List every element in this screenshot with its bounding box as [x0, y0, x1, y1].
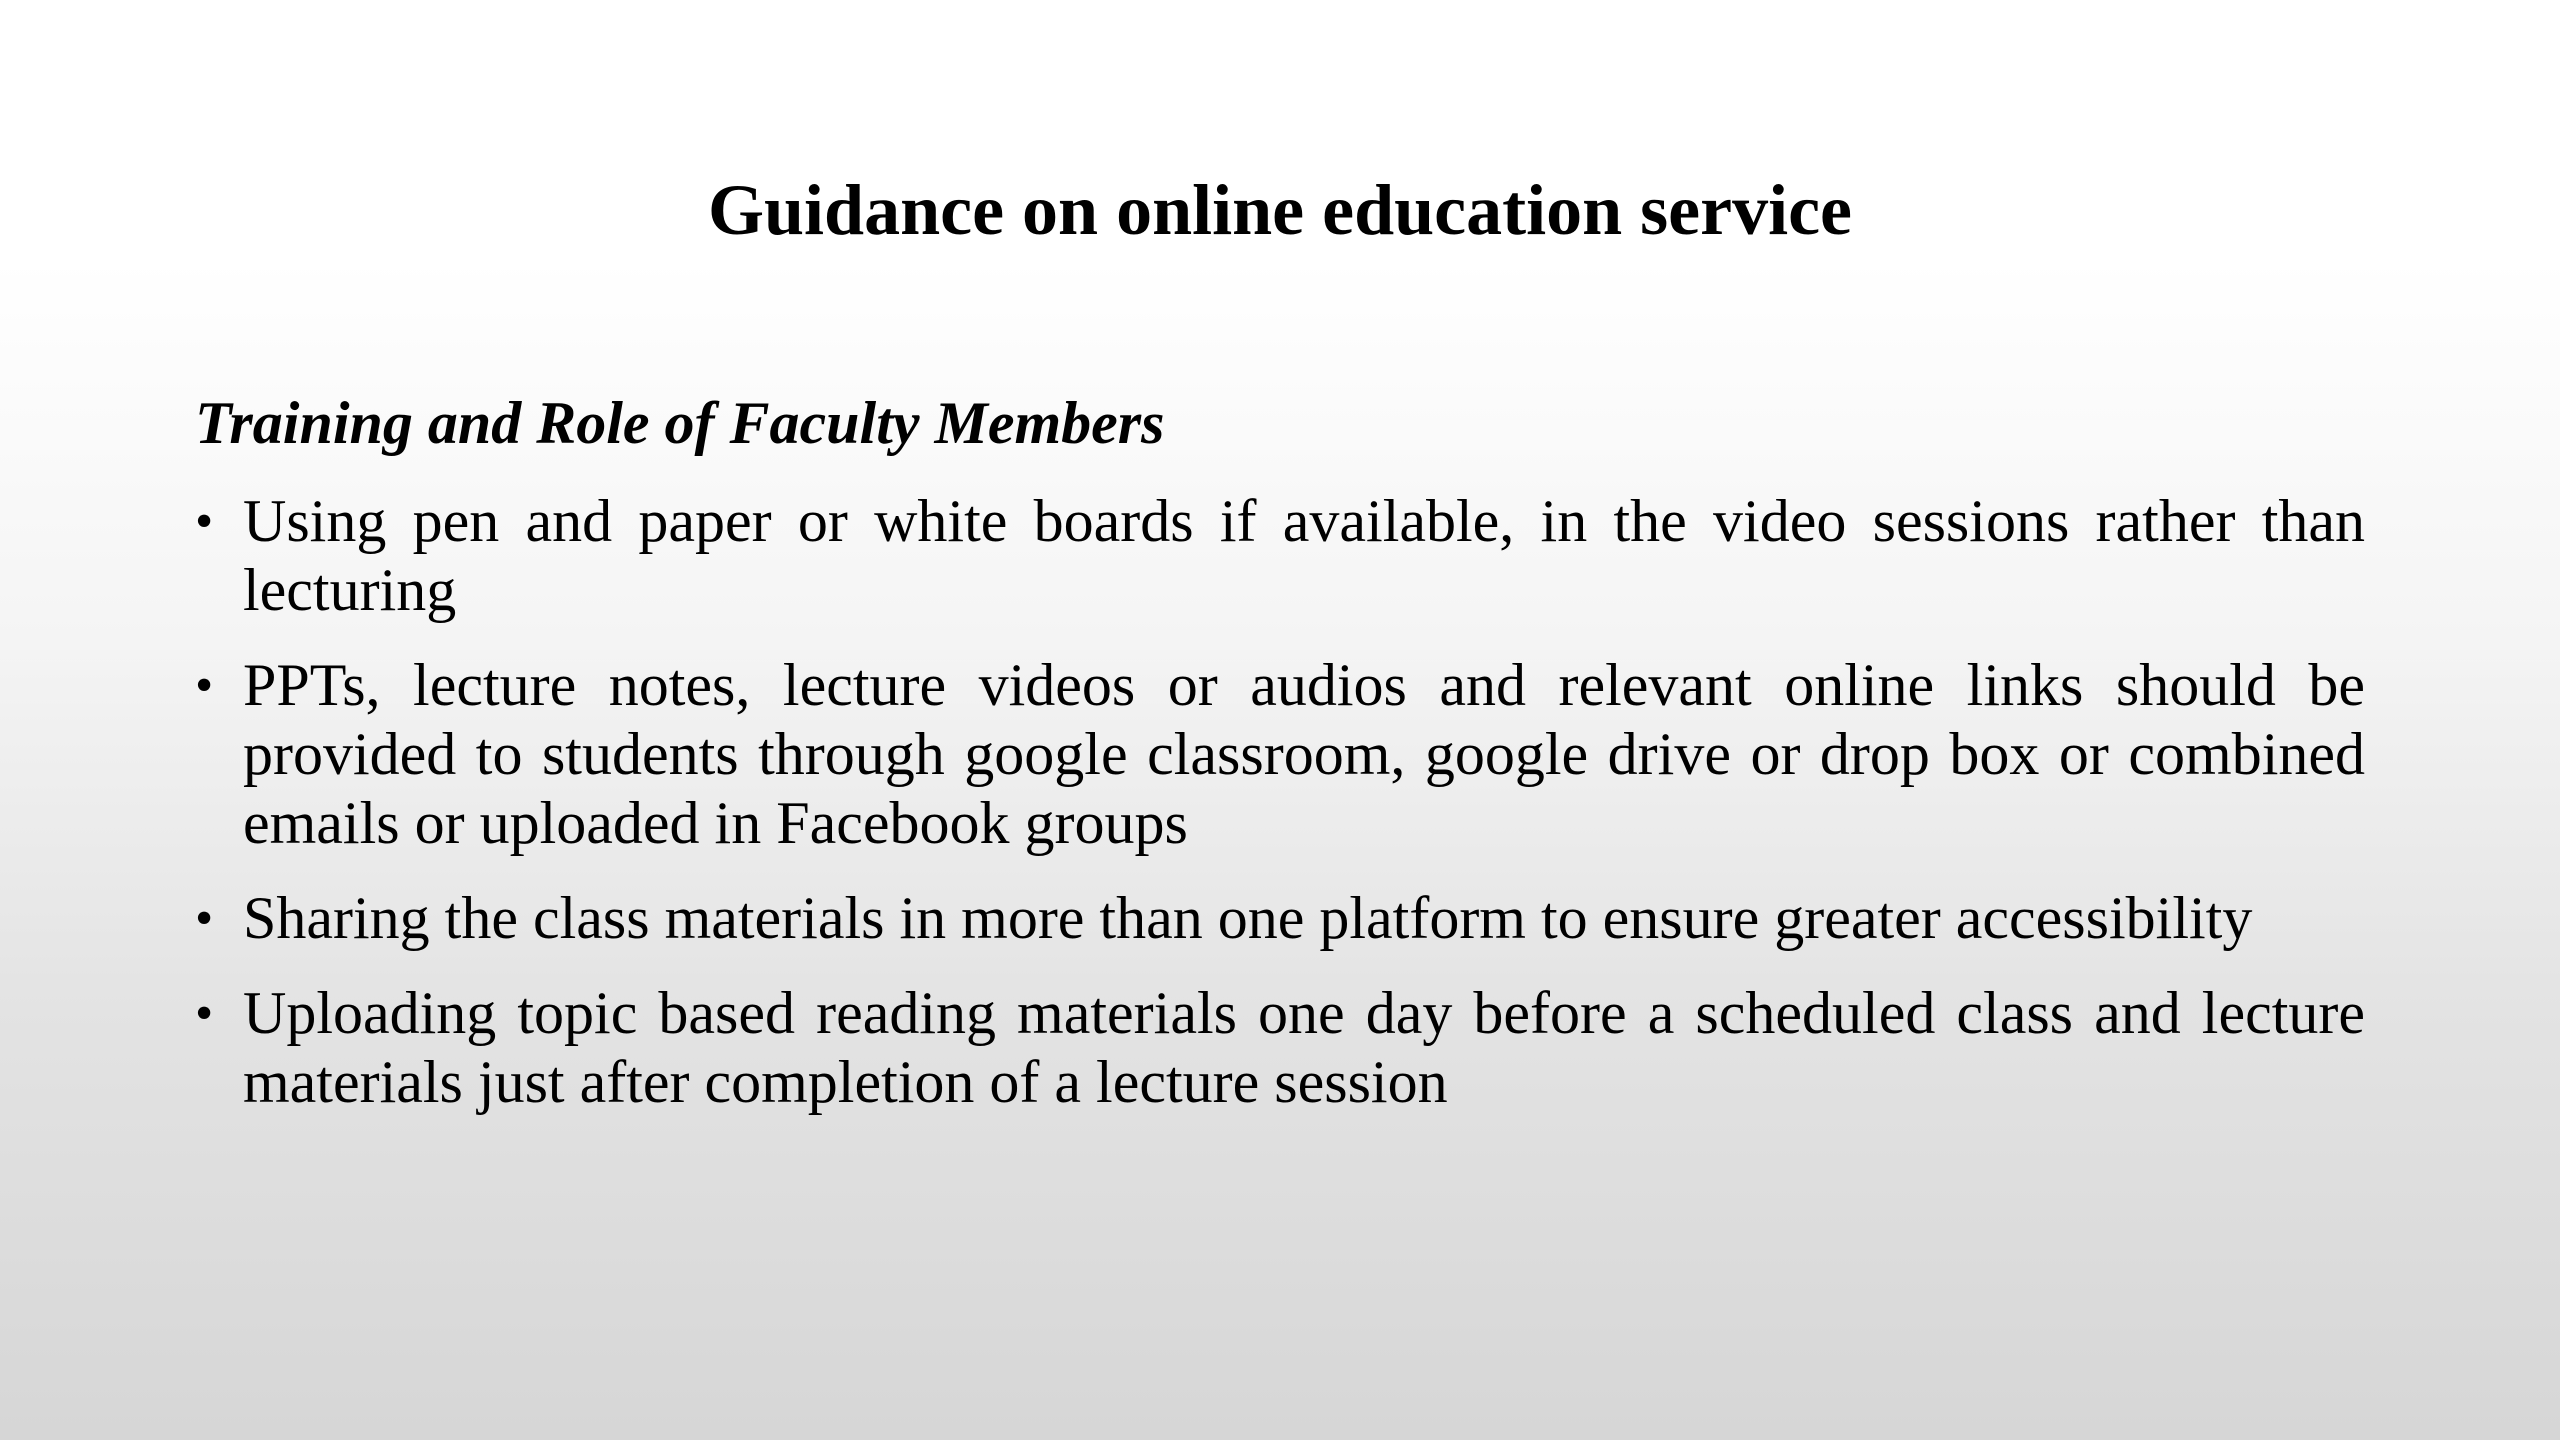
bullet-list — [195, 487, 2365, 1143]
section-heading: Training and Role of Faculty Members — [195, 390, 1165, 456]
bullet-icon: • — [195, 890, 214, 947]
bullet-icon: • — [195, 985, 214, 1042]
bullet-item — [195, 884, 2365, 953]
bullet-text: PPTs, lecture notes, lecture videos or audios and relevant online links should be provided to students through google classroom, google drive or drop box or combined emails or uploaded in Facebook groups — [243, 652, 2365, 856]
bullet-text: Sharing the class materials in more than one platform to ensure greater accessibility — [243, 885, 2253, 951]
bullet-text: Uploading topic based reading materials one day before a scheduled class and lecture materials just after completion of a lecture session — [243, 980, 2365, 1115]
bullet-icon: • — [195, 493, 214, 550]
bullet-text: Using pen and paper or white boards if available, in the video sessions rather than lecturing — [243, 488, 2365, 623]
bullet-item — [195, 651, 2365, 858]
slide-title: Guidance on online education service — [707, 170, 1853, 250]
bullet-icon: • — [195, 657, 214, 714]
bullet-item — [195, 979, 2365, 1117]
bullet-item — [195, 487, 2365, 625]
